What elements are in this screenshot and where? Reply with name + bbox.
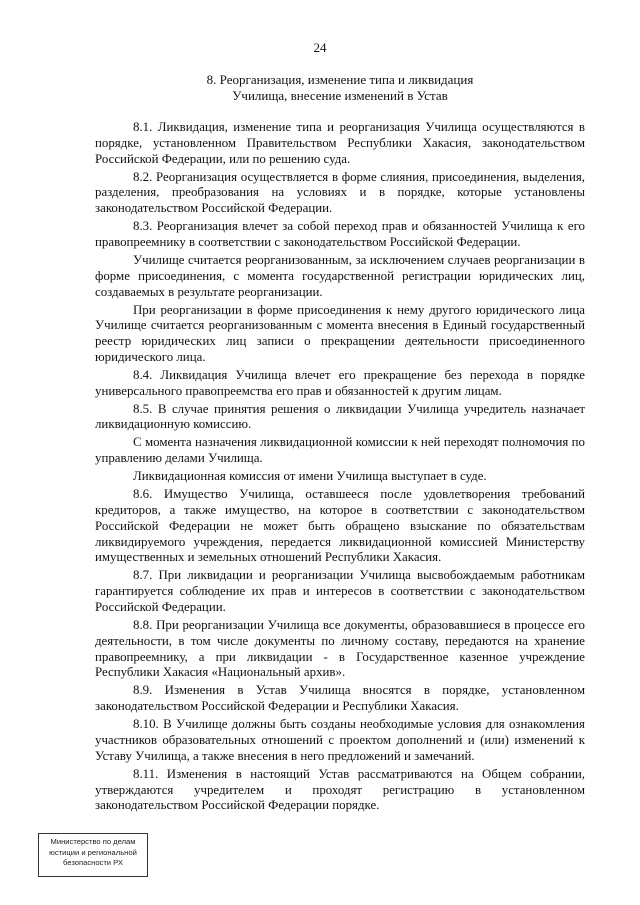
paragraph-8-9: 8.9. Изменения в Устав Училища вносятся в порядке, установленном законодательством Российской Федерации и Республики Хакасия. [95, 683, 585, 714]
section-title-line: 8. Реорганизация, изменение типа и ликвидация [206, 72, 474, 87]
paragraph-8-3: 8.3. Реорганизация влечет за собой переход прав и обязанностей Училища к его правопреемнику в соответствии с законодательством Российской Федерации. [95, 219, 585, 249]
section-title-line: Училища, внесение изменений в Устав [232, 88, 448, 103]
paragraph-8-3-reorganized: Училище считается реорганизованным, за исключением случаев реорганизации в форме присоединения, с момента государственной регистрации юридических лиц, создаваемых в результате реорганизации. [95, 252, 585, 299]
page-number: 24 [313, 40, 327, 55]
paragraph-8-2: 8.2. Реорганизация осуществляется в форме слияния, присоединения, выделения, разделения, преобразования на условиях и в порядке, которые установлены законодательством Российской Федерации. [95, 169, 585, 216]
paragraph-8-11: 8.11. Изменения в настоящий Устав рассматриваются на Общем собрании, утверждаются учредителем и проходят регистрацию в установленном законодательством Российской Федерации порядке. [95, 766, 585, 813]
paragraph-8-7: 8.7. При ликвидации и реорганизации Училища высвобождаемым работникам гарантируется соблюдение их прав и интересов в соответствии с законодательством Российской Федерации. [95, 568, 585, 614]
paragraph-8-6: 8.6. Имущество Училища, оставшееся после удовлетворения требований кредиторов, а также имущество, на которое в соответствии с законодательством Российской Федерации не может быть обращено взыскание по обязательствам ликвидируемого учреждения, передается ликвидационной комиссией Министерству имущественных и земельных отношений Республики Хакасия. [95, 487, 585, 565]
ministry-stamp [38, 833, 148, 877]
stamp-line: юстиции и региональной [49, 847, 137, 857]
stamp-line: Министерство по делам [50, 837, 136, 846]
section-title [95, 72, 585, 104]
stamp-line: безопасности РХ [63, 858, 123, 867]
document-body [95, 120, 585, 816]
paragraph-8-5-powers: С момента назначения ликвидационной комиссии к ней переходят полномочия по управлению делами Училища. [95, 435, 585, 466]
paragraph-8-1: 8.1. Ликвидация, изменение типа и реорганизация Училища осуществляются в порядке, установленном Правительством Республики Хакасия, законодательством Российской Федерации, или по решению суда. [95, 120, 585, 166]
paragraph-8-10: 8.10. В Училище должны быть созданы необходимые условия для ознакомления участников образовательных отношений с проектом дополнений и (или) изменений к Уставу Училища, а также внесения в него предложений и замечаний. [95, 717, 585, 763]
paragraph-8-5: 8.5. В случае принятия решения о ликвидации Училища учредитель назначает ликвидационную комиссию. [95, 401, 585, 432]
paragraph-8-8: 8.8. При реорганизации Училища все документы, образовавшиеся в процессе его деятельности, в том числе документы по личному составу, передаются на хранение правопреемнику, а при ликвидации - в Государственное казенное учреждение Республики Хакасия «Национальный архив». [95, 617, 585, 680]
paragraph-8-3-merger: При реорганизации в форме присоединения к нему другого юридического лица Училище считается реорганизованным с момента внесения в Единый государственный реестр юридических лиц записи о прекращении деятельности присоединенного юридического лица. [95, 302, 585, 364]
paragraph-8-4: 8.4. Ликвидация Училища влечет его прекращение без перехода в порядке универсального правопреемства его прав и обязанностей к другим лицам. [95, 367, 585, 398]
paragraph-8-5-court: Ликвидационная комиссия от имени Училища выступает в суде. [133, 469, 487, 484]
